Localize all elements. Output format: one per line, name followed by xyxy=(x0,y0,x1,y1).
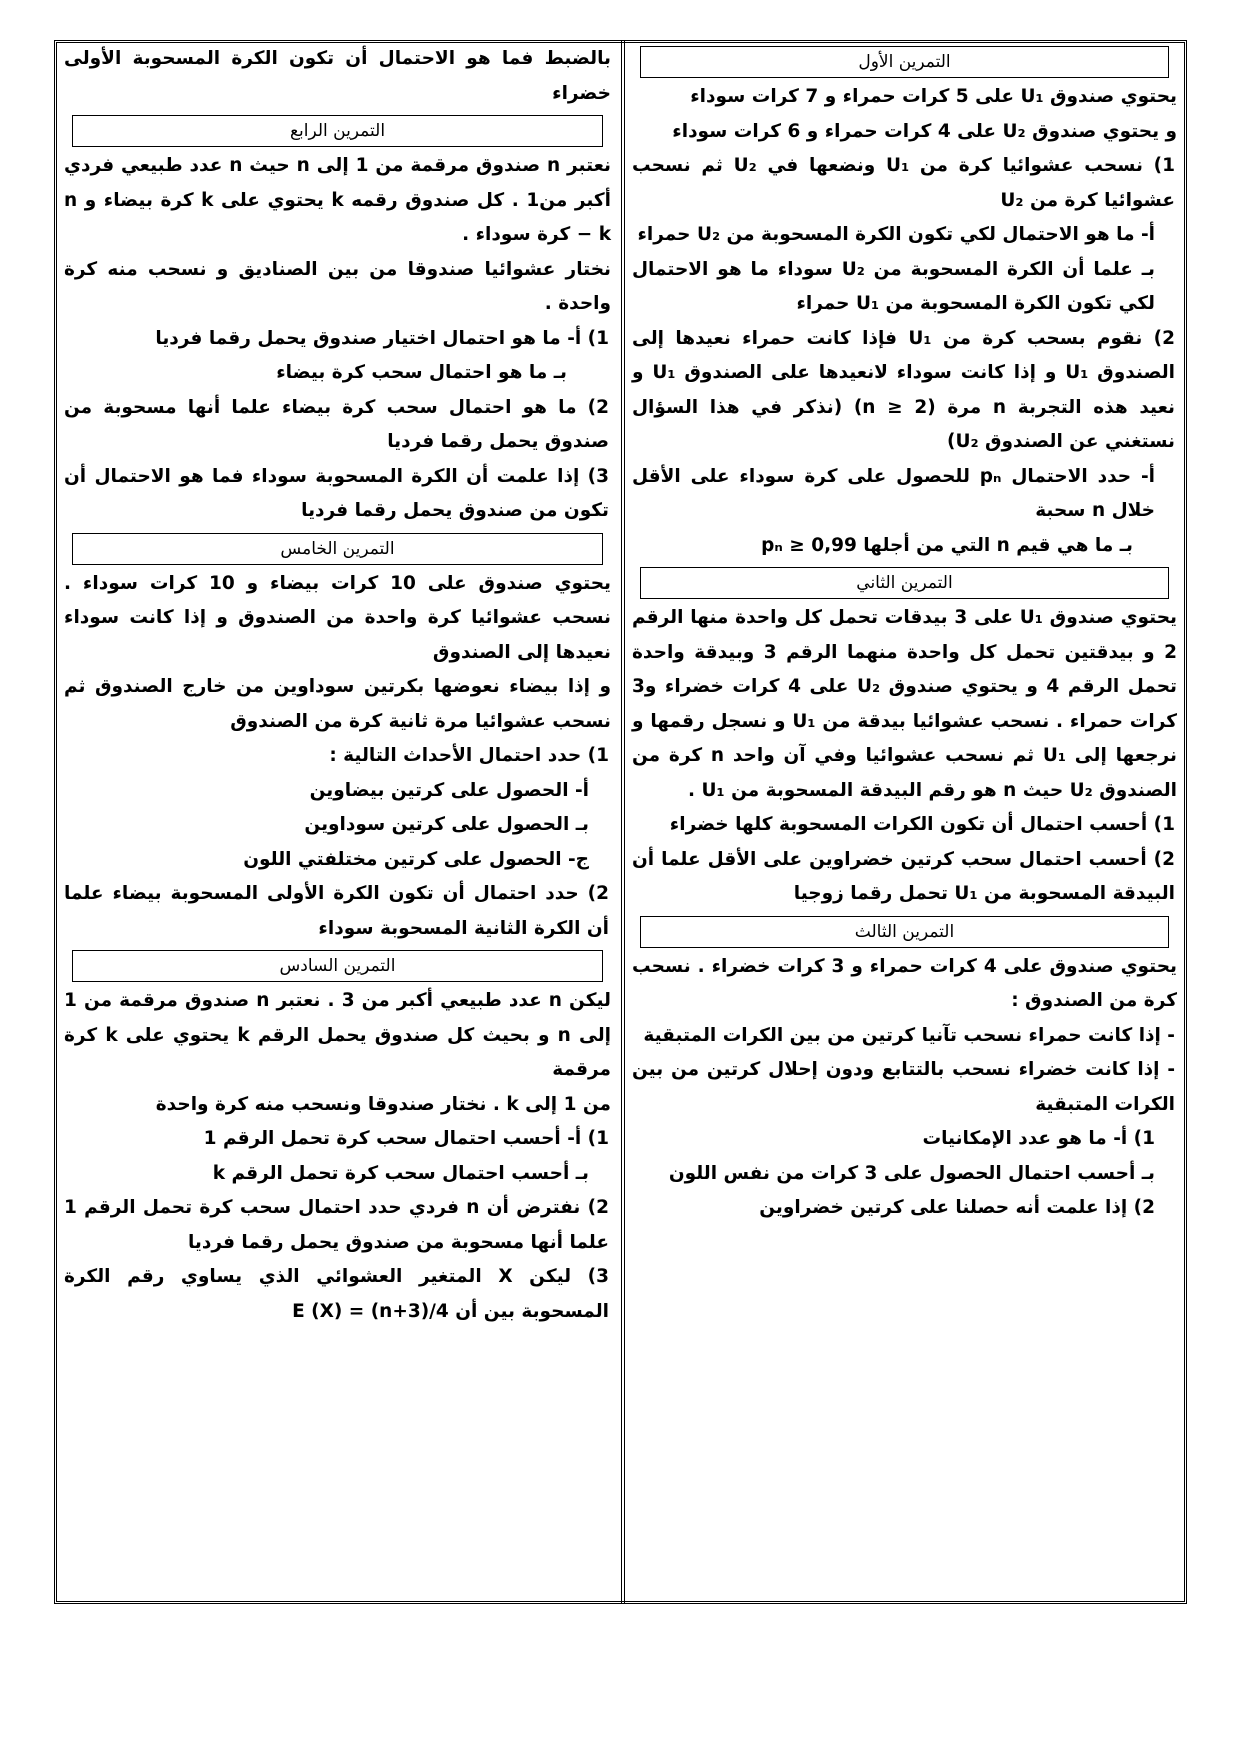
exercise-5-text-1: يحتوي صندوق على 10 كرات بيضاء و 10 كرات سوداء . نسحب عشوائيا كرة واحدة من الصندوق و إذا كانت سوداء نعيدها إلى الصندوق xyxy=(64,572,611,663)
exercise-1-question-2: 2) نقوم بسحب كرة من U₁ فإذا كانت حمراء نعيدها إلى الصندوق U₁ و إذا كانت سوداء لانعيدها على الصندوق U₁ و نعيد هذه التجربة n مرة (n ≥ 2) (نذكر في هذا السؤال نستغني عن الصندوق U₂) xyxy=(632,327,1175,452)
exercise-1-question-1: 1) نسحب عشوائيا كرة من U₁ ونضعها في U₂ ثم نسحب عشوائيا كرة من U₂ xyxy=(632,155,1175,211)
exercise-2-text: يحتوي صندوق U₁ على 3 بيدقات تحمل كل واحدة منها الرقم 2 و بيدقتين تحمل كل واحدة منهما الرقم 3 وبيدقة واحدة تحمل الرقم 4 و يحتوي صندوق U₂ على 4 كرات خضراء و3 كرات حمراء . نسحب عشوائيا بيدقة من U₁ و نسجل رقمها و نرجعها إلى U₁ ثم نسحب عشوائيا وفي آن واحد n كرة من الصندوق U₂ حيث n هو رقم البيدقة المسحوبة من U₁ . xyxy=(632,607,1177,801)
exercise-6-title: التمرين السادس xyxy=(72,950,603,982)
exercise-3-text: يحتوي صندوق على 4 كرات حمراء و 3 كرات خضراء . نسحب كرة من الصندوق : xyxy=(632,955,1177,1011)
exercise-4-question-1a: 1) أ- ما هو احتمال اختيار صندوق يحمل رقما فرديا xyxy=(155,327,609,349)
exercise-4-text-1: نعتبر n صندوق مرقمة من 1 إلى n حيث n عدد طبيعي فردي أكبر من1 . كل صندوق رقمه k يحتوي على k كرة بيضاء و n − k كرة سوداء . xyxy=(64,155,612,245)
exercise-1-question-2b: بـ ما هي قيم n التي من أجلها pₙ ≥ 0,99 xyxy=(761,534,1133,556)
exercise-3-question-1a: 1) أ- ما هو عدد الإمكانيات xyxy=(922,1128,1155,1149)
exercise-5-question-1: 1) حدد احتمال الأحداث التالية : xyxy=(329,745,609,766)
exercise-6-text-1: ليكن n عدد طبيعي أكبر من 3 . نعتبر n صندوق مرقمة من 1 إلى n و بحيث كل صندوق يحمل الرقم k يحتوي على k كرة مرقمة xyxy=(64,990,611,1080)
exercise-1-text-2: و يحتوي صندوق U₂ على 4 كرات حمراء و 6 كرات سوداء xyxy=(672,120,1177,142)
exercise-2-question-1: 1) أحسب احتمال أن تكون الكرات المسحوبة كلها خضراء xyxy=(669,814,1175,835)
right-column xyxy=(632,42,1177,1226)
exercise-6-question-1b: بـ أحسب احتمال سحب كرة تحمل الرقم k xyxy=(212,1162,589,1184)
column-divider xyxy=(621,40,625,1604)
exercise-4-text-2: نختار عشوائيا صندوقا من بين الصناديق و نسحب منه كرة واحدة . xyxy=(64,258,611,314)
exercise-1-text-1: يحتوي صندوق U₁ على 5 كرات حمراء و 7 كرات سوداء xyxy=(690,86,1177,107)
left-column xyxy=(64,42,611,1329)
exercise-1-question-2a: أ- حدد الاحتمال pₙ للحصول على كرة سوداء على الأقل خلال n سحبة xyxy=(632,465,1156,521)
exercise-3-question-1b: بـ أحسب احتمال الحصول على 3 كرات من نفس اللون xyxy=(668,1162,1155,1184)
exercise-3-bullet-1: - إذا كانت حمراء نسحب تآنيا كرتين من بين الكرات المتبقية xyxy=(643,1024,1175,1046)
exercise-3-title: التمرين الثالث xyxy=(640,916,1169,948)
exercise-5-question-2: 2) حدد احتمال أن تكون الكرة الأولى المسحوبة بيضاء علما أن الكرة الثانية المسحوبة سوداء xyxy=(64,883,609,939)
exercise-6-question-2: 2) نفترض أن n فردي حدد احتمال سحب كرة تحمل الرقم 1 علما أنها مسحوبة من صندوق يحمل رقما فرديا xyxy=(64,1197,609,1253)
exercise-4-title: التمرين الرابع xyxy=(72,115,603,147)
exercise-4-question-3: 3) إذا علمت أن الكرة المسحوبة سوداء فما هو الاحتمال أن تكون من صندوق يحمل رقما فرديا xyxy=(64,465,609,521)
exercise-5-text-2: و إذا بيضاء نعوضها بكرتين سوداوين من خارج الصندوق ثم نسحب عشوائيا مرة ثانية كرة من الصندوق xyxy=(64,676,611,732)
exercise-5-question-1b: بـ الحصول على كرتين سوداوين xyxy=(304,814,589,835)
exercise-2-question-2: 2) أحسب احتمال سحب كرتين خضراوين على الأقل علما أن البيدقة المسحوبة من U₁ تحمل رقما زوجيا xyxy=(632,848,1175,904)
exercise-1-question-1b: بـ علما أن الكرة المسحوبة من U₂ سوداء ما هو الاحتمال لكي تكون الكرة المسحوبة من U₁ حمراء xyxy=(632,258,1155,314)
exercise-2-title: التمرين الثاني xyxy=(640,567,1169,599)
exercise-1-title: التمرين الأول xyxy=(640,46,1169,78)
exercise-3-continuation: بالضبط فما هو الاحتمال أن تكون الكرة المسحوبة الأولى خضراء xyxy=(64,48,611,104)
exercise-4-question-1b: بـ ما هو احتمال سحب كرة بيضاء xyxy=(276,362,567,383)
exercise-6-question-3: 3) ليكن X المتغير العشوائي الذي يساوي رقم الكرة المسحوبة بين أن E (X) = (n+3)/4 xyxy=(64,1266,609,1322)
exercise-5-title: التمرين الخامس xyxy=(72,533,603,565)
exercise-6-question-1a: 1) أ- أحسب احتمال سحب كرة تحمل الرقم 1 xyxy=(203,1128,609,1149)
exercise-3-bullet-2: - إذا كانت خضراء نسحب بالتتابع ودون إحلال كرتين من بين الكرات المتبقية xyxy=(632,1059,1175,1115)
exercise-1-question-1a: أ- ما هو الاحتمال لكي تكون الكرة المسحوبة من U₂ حمراء xyxy=(637,224,1155,245)
exercise-5-question-1a: أ- الحصول على كرتين بيضاوين xyxy=(309,779,589,801)
exercise-6-text-2: من 1 إلى k . نختار صندوقا ونسحب منه كرة واحدة xyxy=(155,1093,611,1115)
exercise-4-question-2: 2) ما هو احتمال سحب كرة بيضاء علما أنها مسحوبة من صندوق يحمل رقما فرديا xyxy=(64,396,609,452)
exercise-5-question-1c: ج- الحصول على كرتين مختلفتي اللون xyxy=(243,848,589,870)
exercise-3-question-2: 2) إذا علمت أنه حصلنا على كرتين خضراوين xyxy=(759,1197,1155,1218)
